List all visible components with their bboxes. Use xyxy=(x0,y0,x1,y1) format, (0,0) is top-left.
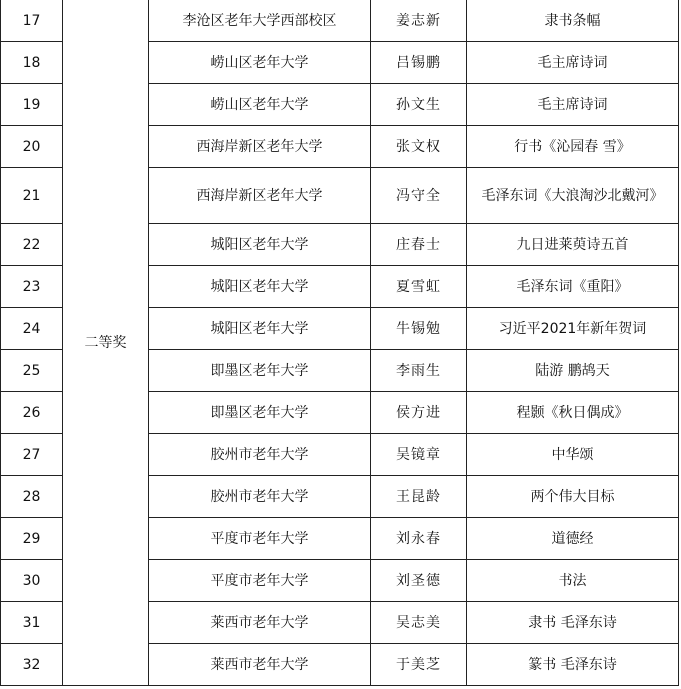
school-cell: 城阳区老年大学 xyxy=(149,266,371,308)
row-number: 23 xyxy=(1,266,63,308)
school-cell: 胶州市老年大学 xyxy=(149,434,371,476)
row-number: 24 xyxy=(1,308,63,350)
work-title-cell: 毛主席诗词 xyxy=(467,84,679,126)
row-number: 21 xyxy=(1,168,63,224)
work-title-cell: 篆书 毛泽东诗 xyxy=(467,644,679,686)
author-name-cell: 李雨生 xyxy=(371,350,467,392)
work-title-cell: 毛泽东词《大浪淘沙北戴河》 xyxy=(467,168,679,224)
work-title-cell: 毛泽东词《重阳》 xyxy=(467,266,679,308)
author-name-cell: 冯守全 xyxy=(371,168,467,224)
school-cell: 胶州市老年大学 xyxy=(149,476,371,518)
row-number: 27 xyxy=(1,434,63,476)
row-number: 22 xyxy=(1,224,63,266)
school-cell: 平度市老年大学 xyxy=(149,560,371,602)
author-name-cell: 张文权 xyxy=(371,126,467,168)
school-cell: 西海岸新区老年大学 xyxy=(149,168,371,224)
table-body xyxy=(1,0,679,686)
author-name-cell: 孙文生 xyxy=(371,84,467,126)
row-number: 26 xyxy=(1,392,63,434)
award-level-cell: 二等奖 xyxy=(63,0,149,686)
row-number: 31 xyxy=(1,602,63,644)
school-cell: 崂山区老年大学 xyxy=(149,84,371,126)
author-name-cell: 吴志美 xyxy=(371,602,467,644)
row-number: 25 xyxy=(1,350,63,392)
work-title-cell: 程颢《秋日偶成》 xyxy=(467,392,679,434)
row-number: 28 xyxy=(1,476,63,518)
author-name-cell: 王昆龄 xyxy=(371,476,467,518)
school-cell: 平度市老年大学 xyxy=(149,518,371,560)
row-number: 19 xyxy=(1,84,63,126)
school-cell: 西海岸新区老年大学 xyxy=(149,126,371,168)
school-cell: 即墨区老年大学 xyxy=(149,350,371,392)
row-number: 29 xyxy=(1,518,63,560)
author-name-cell: 于美芝 xyxy=(371,644,467,686)
author-name-cell: 刘永春 xyxy=(371,518,467,560)
row-number: 17 xyxy=(1,0,63,42)
author-name-cell: 庄春士 xyxy=(371,224,467,266)
school-cell: 城阳区老年大学 xyxy=(149,308,371,350)
school-cell: 崂山区老年大学 xyxy=(149,42,371,84)
author-name-cell: 牛锡勉 xyxy=(371,308,467,350)
work-title-cell: 行书《沁园春 雪》 xyxy=(467,126,679,168)
work-title-cell: 隶书条幅 xyxy=(467,0,679,42)
row-number: 32 xyxy=(1,644,63,686)
row-number: 30 xyxy=(1,560,63,602)
work-title-cell: 毛主席诗词 xyxy=(467,42,679,84)
work-title-cell: 两个伟大目标 xyxy=(467,476,679,518)
work-title-cell: 书法 xyxy=(467,560,679,602)
author-name-cell: 吕锡鹏 xyxy=(371,42,467,84)
author-name-cell: 吴镜章 xyxy=(371,434,467,476)
author-name-cell: 姜志新 xyxy=(371,0,467,42)
row-number: 20 xyxy=(1,126,63,168)
author-name-cell: 刘圣德 xyxy=(371,560,467,602)
work-title-cell: 隶书 毛泽东诗 xyxy=(467,602,679,644)
table-row xyxy=(1,0,679,42)
author-name-cell: 侯方进 xyxy=(371,392,467,434)
work-title-cell: 道德经 xyxy=(467,518,679,560)
school-cell: 莱西市老年大学 xyxy=(149,644,371,686)
school-cell: 李沧区老年大学西部校区 xyxy=(149,0,371,42)
work-title-cell: 九日进莱萸诗五首 xyxy=(467,224,679,266)
work-title-cell: 陆游 鹏鸪天 xyxy=(467,350,679,392)
school-cell: 莱西市老年大学 xyxy=(149,602,371,644)
author-name-cell: 夏雪虹 xyxy=(371,266,467,308)
work-title-cell: 中华颂 xyxy=(467,434,679,476)
work-title-cell: 习近平2021年新年贺词 xyxy=(467,308,679,350)
row-number: 18 xyxy=(1,42,63,84)
school-cell: 即墨区老年大学 xyxy=(149,392,371,434)
school-cell: 城阳区老年大学 xyxy=(149,224,371,266)
